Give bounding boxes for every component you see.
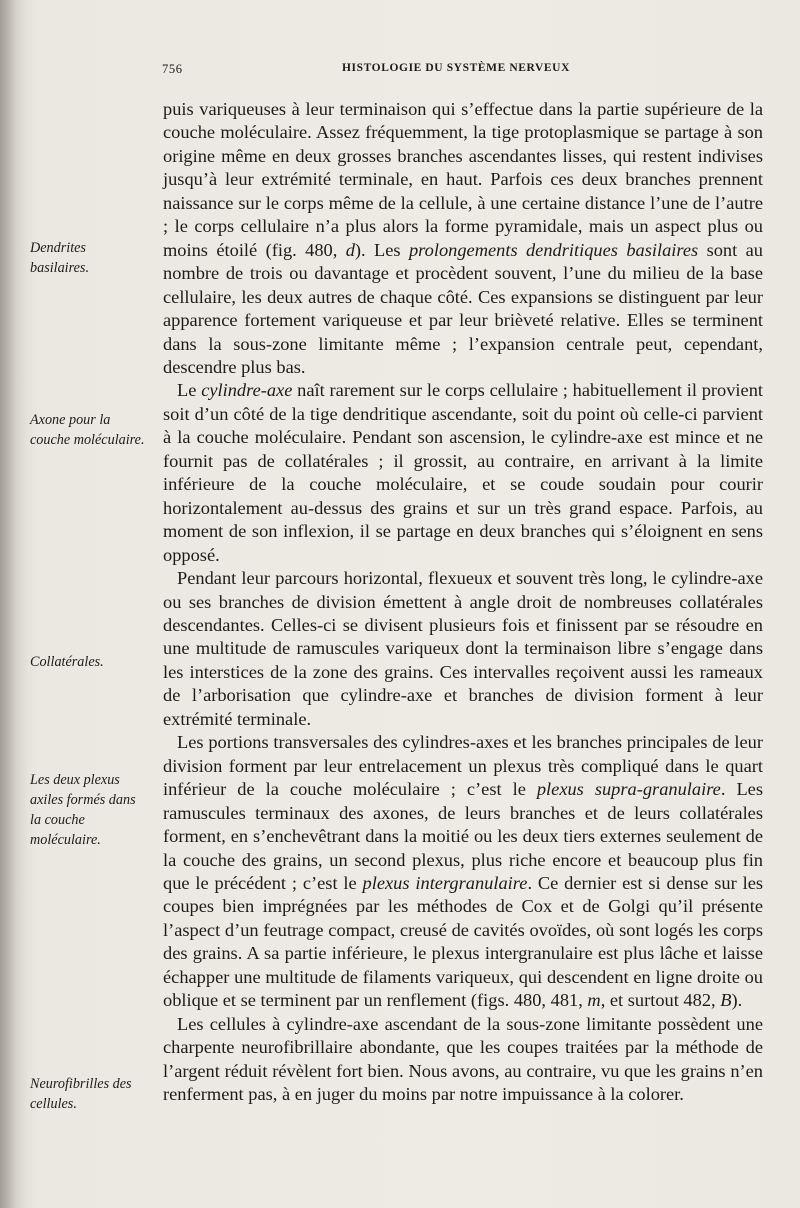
margin-note-dendrites: Dendrites basilaires. bbox=[30, 240, 89, 276]
margin-note-axone: Axone pour la couche moléculaire. bbox=[30, 412, 145, 448]
margin-note-collaterales: Collatérales. bbox=[30, 654, 104, 670]
paragraph-1-text-a: puis variqueuses à leur terminaison qui s’effectue dans la partie supérieure de la couche moléculaire. Assez fréquemment, la tige protoplasmique se partage à son origine même en deux grosses branches ascendantes lisses, qui restent indivises jusqu’à leur extrémité terminale, en haut. Parfois ces deux branches prennent naissance sur le corps même de la cellule, à une certaine distance l’une de l’autre ; le corps cellulaire n’a plus alors la forme pyramidale, mais un aspect plus ou moins étoilé (fig. 480, bbox=[163, 99, 763, 260]
term-plexus-supra-granulaire: plexus supra-granulaire bbox=[536, 779, 721, 800]
paragraph-1-text-c: ). Les bbox=[354, 239, 409, 260]
paragraph-4-text-c: . Les ramuscules terminaux des axones, de leurs branches et de leurs collatérales forment, en s’enchevêtrant dans la moitié ou les deux tiers externes seulement de la couche des grains, un second plexus, plus riche encore et beaucoup plus fin que le précédent ; c’est le bbox=[163, 779, 764, 893]
figure-ref-m: m bbox=[587, 990, 601, 1011]
paragraph-1 bbox=[163, 98, 763, 379]
paragraph-1-text-e: sont au nombre de trois ou davantage et procèdent souvent, l’une du milieu de la base cellulaire, les deux autres de chaque côté. Ces expansions se distinguent par leur apparence fortement variqueuse et par leur brièveté relative. Elles se terminent dans la sous-zone limitante même ; l’expansion centrale peut, cependant, descendre plus bas. bbox=[163, 239, 763, 377]
margin-note-neurofibrilles: Neurofibrilles des cellules. bbox=[30, 1076, 132, 1112]
paragraph-4 bbox=[163, 731, 763, 1012]
paragraph-2-text-c: naît rarement sur le corps cellulaire ; habituellement il provient soit d’un côté de la tige dendritique ascendante, soit du point où celle-ci parvient à la couche moléculaire. Pendant son ascension, le cylindre-axe est mince et ne fournit pas de collatérales ; il grossit, au contraire, en arrivant à la limite inférieure de la couche moléculaire, et se coude soudain pour courir horizontalement au-dessus des grains et sur un très grand espace. Parfois, au moment de son inflexion, il se partage en deux branches qui s’éloignent en sens opposé. bbox=[163, 380, 764, 565]
paragraph-4-text-a: Les portions transversales des cylindres-axes et les branches principales de leur division forment par leur entrelacement un plexus très compliqué dans le quart inférieur de la couche moléculaire ; c’est le bbox=[163, 732, 763, 800]
body-text bbox=[163, 98, 763, 1106]
term-prolongements-dendritiques: prolongements dendritiques basilaires bbox=[408, 239, 699, 260]
paragraph-4-text-g: , et surtout 482, bbox=[600, 990, 721, 1011]
paragraph-5: Les cellules à cylindre-axe ascendant de la sous-zone limitante possèdent une charpente neurofibrillaire abondante, que les coupes traitées par la méthode de l’argent réduit révèlent fort bien. Nous avons, au contraire, vu que les grains n’en renferment pas, à en juger du moins par notre impuissance à la colorer. bbox=[163, 1013, 763, 1105]
page-number: 756 bbox=[162, 62, 183, 76]
page-header bbox=[160, 60, 780, 80]
paragraph-4-text-i: ). bbox=[731, 990, 743, 1011]
binding-shadow bbox=[0, 0, 28, 1208]
figure-ref-d: d bbox=[345, 239, 355, 260]
paragraph-3: Pendant leur parcours horizontal, flexueux et souvent très long, le cylindre-axe ou ses branches de division émettent à angle droit de nombreuses collatérales descendantes. Celles-ci se divisent plusieurs fois et finissent par se résoudre en une multitude de ramuscules variqueux dont la terminaison libre s’engage dans les interstices de la zone des grains. Ces intervalles reçoivent aussi les rameaux de l’arborisation que cylindre-axe et branches de division forment à leur extrémité terminale. bbox=[163, 568, 763, 729]
running-title: HISTOLOGIE DU SYSTÈME NERVEUX bbox=[342, 62, 570, 74]
margin-note-plexus: Les deux plexus axiles formés dans la couche moléculaire. bbox=[30, 772, 136, 848]
figure-ref-b: B bbox=[720, 990, 732, 1011]
paragraph-2-text-a: Le bbox=[177, 380, 202, 401]
paragraph-4-text-e: . Ce dernier est si dense sur les coupes bien imprégnées par les méthodes de Cox et de Golgi qu’il présente l’aspect d’un feutrage compact, creusé de cavités ovoïdes, où sont logés les corps des grains. A sa partie inférieure, le plexus intergranulaire est plus lâche et laisse échapper une multitude de filaments variqueux, qui descendent en ligne droite ou oblique et se terminent par un renflement (figs. 480, 481, bbox=[163, 872, 764, 1011]
term-cylindre-axe: cylindre-axe bbox=[201, 380, 293, 401]
paragraph-2 bbox=[163, 379, 763, 567]
term-plexus-intergranulaire: plexus intergranulaire bbox=[362, 872, 528, 893]
